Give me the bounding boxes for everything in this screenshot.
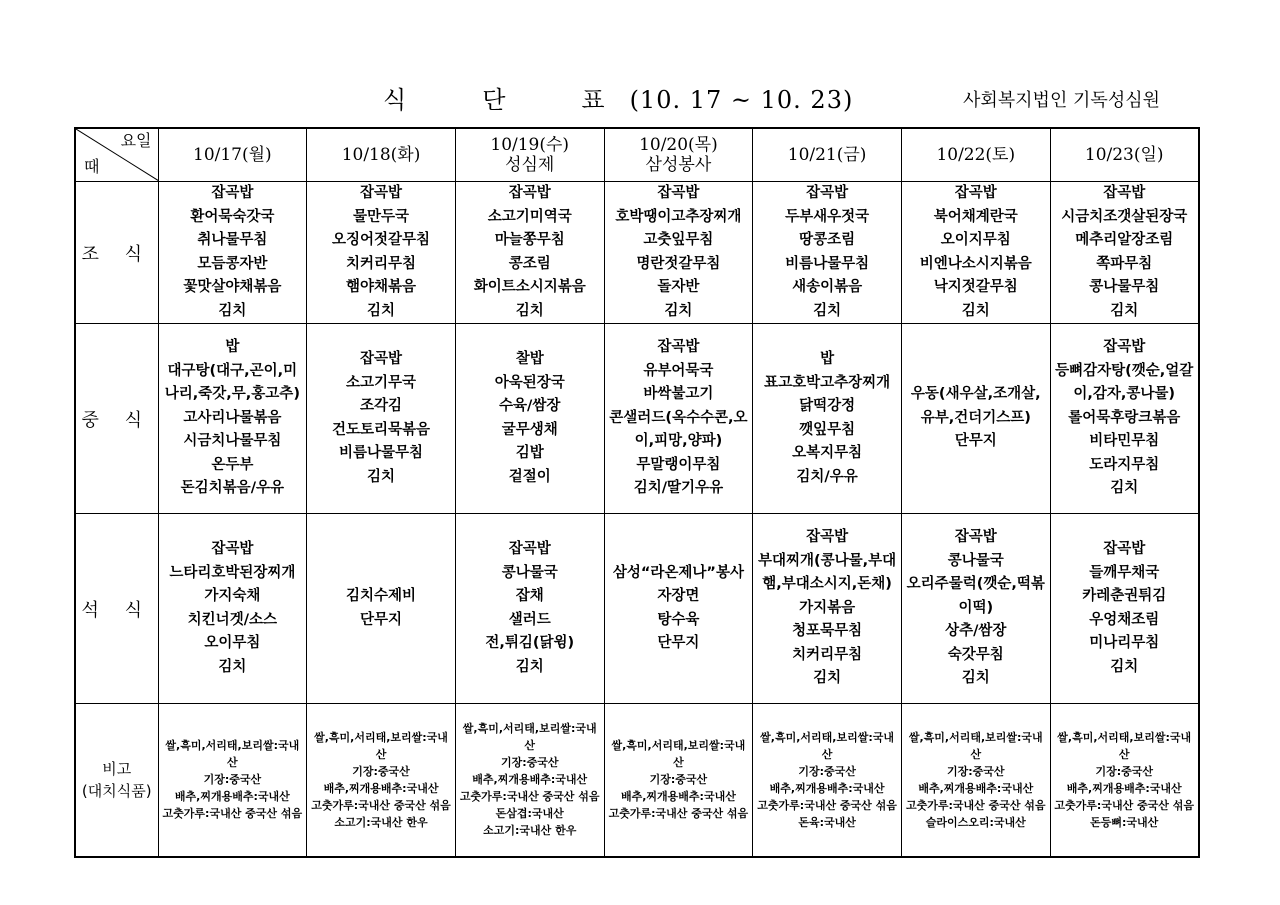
- menu-item: 김치: [664, 302, 693, 319]
- menu-item: 대구탕(대구,곤이,미나리,죽갓,무,홍고추): [164, 362, 300, 403]
- menu-item: 잡곡밥: [360, 351, 403, 367]
- origin-list: [456, 720, 604, 839]
- menu-item: 등뼈감자탕(깻순,얼갈이,감자,콩나물): [1055, 362, 1194, 403]
- origin-list: [159, 737, 307, 822]
- menu-item: 콩나물국: [947, 552, 1004, 569]
- notes-cell: [753, 704, 902, 857]
- menu-item: 김치/우유: [796, 468, 858, 485]
- menu-item: 미나리무침: [1089, 635, 1160, 651]
- menu-item: 잡곡밥: [1103, 185, 1146, 201]
- origin-item: 고춧가루:국내산 중국산 섞음: [608, 807, 749, 821]
- day-header: [307, 128, 456, 182]
- origin-list: [753, 729, 901, 831]
- corner-cell: [75, 128, 158, 182]
- lunch-row: [75, 324, 1199, 514]
- menu-item: 단무지: [360, 611, 403, 628]
- lunch-cell: [1050, 324, 1199, 514]
- menu-item: 비타민무침: [1089, 433, 1160, 450]
- day-event: 삼성봉사: [645, 155, 712, 175]
- menu-item: 치커리무침: [792, 646, 863, 663]
- origin-item: 기장:중국산: [500, 756, 559, 770]
- menu-item: 치킨너겟/소스: [187, 611, 278, 628]
- menu-item: 마늘쫑무침: [494, 232, 565, 248]
- menu-item: 무말랭이무침: [636, 456, 721, 473]
- origin-item: 배추,찌개용배추:국내산: [769, 781, 885, 795]
- menu-item: 잡곡밥: [954, 185, 997, 201]
- menu-item: 김치: [961, 670, 990, 687]
- notes-cell: [1050, 704, 1199, 857]
- lunch-label: 중 식: [75, 324, 158, 514]
- menu-item: 잡곡밥: [806, 185, 849, 201]
- menu-item: 땅콩조림: [799, 232, 856, 248]
- menu-item: 김치: [218, 658, 247, 675]
- origin-item: 고춧가루:국내산 중국산 섞음: [311, 798, 451, 812]
- menu-item: 찰밥: [515, 351, 544, 367]
- menu-item: 느타리호박된장찌개: [169, 564, 296, 581]
- menu-item: 콘샐러드(옥수수콘,오이,피망,양파): [609, 409, 748, 450]
- menu-item: 김치: [218, 302, 247, 319]
- menu-list: [307, 348, 455, 489]
- menu-item: 잡곡밥: [508, 541, 551, 557]
- menu-item: 단무지: [954, 433, 997, 450]
- menu-item: 호박땡이고추장찌개: [615, 208, 742, 225]
- menu-item: 모듬콩자반: [197, 255, 268, 272]
- origin-item: 쌀,흑미,서리태,보리쌀:국내산: [908, 730, 1043, 761]
- origin-item: 돈삼겹:국내산: [495, 807, 564, 821]
- menu-item: 콩나물국: [501, 564, 558, 581]
- breakfast-cell: [753, 182, 902, 324]
- day-date: 10/18(화): [341, 145, 421, 165]
- menu-list: [605, 182, 753, 323]
- origin-item: 쌀,흑미,서리태,보리쌀:국내산: [165, 739, 300, 770]
- lunch-cell: [753, 324, 902, 514]
- menu-item: 잡곡밥: [954, 529, 997, 546]
- menu-item: 새송이볶음: [792, 279, 863, 295]
- menu-item: 비엔나소시지볶음: [919, 255, 1032, 272]
- origin-item: 배추,찌개용배추:국내산: [918, 781, 1034, 795]
- breakfast-cell: [604, 182, 753, 324]
- menu-item: 단무지: [657, 635, 700, 651]
- menu-list: [456, 348, 604, 489]
- menu-list: [159, 182, 307, 323]
- day-header: [604, 128, 753, 182]
- menu-item: 시금치조갯살된장국: [1061, 208, 1188, 225]
- notes-cell: [604, 704, 753, 857]
- origin-item: 소고기:국내산 한우: [483, 824, 577, 838]
- day-header: [158, 128, 307, 182]
- menu-item: 소고기무국: [346, 374, 417, 391]
- meal-table: [74, 127, 1200, 858]
- menu-list: [753, 182, 901, 323]
- menu-item: 오이지무침: [940, 232, 1011, 248]
- dinner-cell: [901, 514, 1050, 704]
- day-date: 10/23(일): [1084, 145, 1164, 165]
- menu-item: 수육/쌈장: [499, 398, 561, 414]
- menu-item: 김치: [1110, 480, 1139, 497]
- menu-list: [159, 538, 307, 679]
- title-char: 표: [581, 86, 606, 114]
- dinner-row: [75, 514, 1199, 704]
- menu-item: 잡곡밥: [1103, 339, 1146, 356]
- menu-item: 탕수육: [657, 611, 700, 628]
- day-header: [1050, 128, 1199, 182]
- origin-item: 쌀,흑미,서리태,보리쌀:국내산: [760, 730, 894, 761]
- dinner-cell: [753, 514, 902, 704]
- menu-item: 김치/딸기우유: [633, 480, 724, 497]
- origin-item: 고춧가루:국내산 중국산 섞음: [757, 798, 897, 812]
- menu-item: 롤어묵후랑크볶음: [1068, 409, 1181, 426]
- menu-item: 전,튀김(닭윙): [485, 635, 575, 651]
- origin-item: 기장:중국산: [649, 773, 708, 787]
- menu-list: [1051, 538, 1198, 679]
- menu-list: [1051, 182, 1198, 323]
- day-date: 10/21(금): [787, 145, 867, 165]
- lunch-cell: [604, 324, 753, 514]
- menu-item: 밥: [225, 339, 240, 356]
- menu-item: 취나물무침: [197, 232, 268, 248]
- origin-item: 고춧가루:국내산 중국산 섞음: [1054, 798, 1194, 812]
- menu-item: 닭떡강정: [799, 398, 856, 414]
- menu-item: 밥: [820, 351, 835, 367]
- menu-item: 김치: [813, 670, 842, 687]
- menu-item: 비름나물무침: [785, 255, 870, 272]
- breakfast-row: [75, 182, 1199, 324]
- origin-item: 돈육:국내산: [798, 815, 856, 829]
- origin-item: 배추,찌개용배추:국내산: [174, 790, 290, 804]
- menu-item: 자장면: [657, 588, 700, 604]
- menu-item: 명란젓갈무침: [636, 255, 721, 272]
- menu-item: 삼성“라온제나”봉사: [612, 564, 744, 581]
- menu-item: 돌자반: [657, 279, 700, 295]
- menu-item: 김치: [961, 302, 990, 319]
- day-date: 10/17(월): [193, 145, 272, 165]
- menu-list: [456, 538, 604, 679]
- menu-item: 겉절이: [508, 468, 551, 485]
- menu-item: 김치: [1110, 658, 1139, 675]
- menu-item: 청포묵무침: [792, 623, 863, 640]
- menu-list: [456, 182, 604, 323]
- breakfast-cell: [1050, 182, 1199, 324]
- origin-list: [902, 729, 1050, 831]
- menu-item: 시금치나물무침: [183, 433, 282, 450]
- menu-item: 상추/쌈장: [945, 623, 1007, 640]
- origin-item: 배추,찌개용배추:국내산: [620, 790, 736, 804]
- menu-item: 아욱된장국: [494, 374, 565, 391]
- origin-item: 기장:중국산: [352, 764, 410, 778]
- menu-item: 우동(새우살,조개살,유부,건더기스프): [910, 386, 1041, 426]
- menu-item: 카레춘권튀김: [1082, 588, 1167, 604]
- title-char: 식: [383, 86, 408, 114]
- lunch-cell: [307, 324, 456, 514]
- breakfast-cell: [901, 182, 1050, 324]
- dinner-label: 석 식: [75, 514, 158, 704]
- origin-item: 쌀,흑미,서리태,보리쌀:국내산: [314, 730, 448, 761]
- menu-item: 두부새우젓국: [785, 208, 870, 225]
- menu-item: 환어묵숙갓국: [190, 208, 275, 225]
- corner-meal-label: 때: [84, 157, 100, 176]
- menu-item: 굴무생채: [501, 421, 558, 438]
- menu-list: [902, 383, 1050, 454]
- menu-item: 낙지젓갈무침: [933, 279, 1018, 295]
- menu-item: 김치: [515, 658, 544, 675]
- header-row: [75, 128, 1199, 182]
- notes-label-line2: (대치식품): [81, 781, 152, 800]
- origin-item: 기장:중국산: [947, 764, 1005, 778]
- breakfast-cell: [158, 182, 307, 324]
- lunch-cell: [901, 324, 1050, 514]
- origin-item: 쌀,흑미,서리태,보리쌀:국내산: [1057, 730, 1192, 761]
- lunch-cell: [455, 324, 604, 514]
- menu-item: 김치: [367, 468, 396, 485]
- menu-list: [902, 526, 1050, 691]
- menu-item: 꽃맛살야채볶음: [183, 279, 282, 295]
- menu-item: 고춧잎무침: [643, 232, 714, 248]
- menu-list: [159, 336, 307, 501]
- menu-item: 김치: [367, 302, 396, 319]
- menu-item: 치커리무침: [346, 255, 417, 272]
- menu-list: [605, 336, 753, 501]
- menu-item: 조각김: [360, 398, 403, 414]
- menu-item: 가지숙채: [204, 588, 261, 604]
- menu-item: 바싹불고기: [643, 386, 714, 403]
- menu-item: 잡채: [515, 588, 544, 604]
- notes-label-line1: 비고: [102, 759, 132, 778]
- menu-item: 잡곡밥: [360, 185, 403, 201]
- origin-list: [1051, 729, 1198, 831]
- origin-item: 배추,찌개용배추:국내산: [323, 781, 439, 795]
- origin-item: 기장:중국산: [1095, 764, 1153, 778]
- day-header: [901, 128, 1050, 182]
- menu-item: 메추리알장조림: [1075, 232, 1174, 248]
- menu-item: 북어채계란국: [933, 208, 1018, 225]
- menu-item: 온두부: [211, 456, 254, 473]
- menu-list: [753, 526, 901, 691]
- origin-item: 쌀,흑미,서리태,보리쌀:국내산: [462, 722, 597, 753]
- menu-item: 오복지무침: [792, 445, 863, 461]
- notes-row: [75, 704, 1199, 857]
- menu-item: 오이무침: [204, 635, 261, 651]
- menu-item: 샐러드: [508, 611, 551, 628]
- menu-item: 잡곡밥: [1103, 541, 1146, 557]
- origin-list: [605, 737, 753, 822]
- menu-list: [1051, 336, 1198, 501]
- menu-item: 콩조림: [508, 255, 551, 272]
- day-date: 10/22(토): [936, 145, 1016, 165]
- menu-item: 화이트소시지볶음: [473, 279, 586, 295]
- lunch-cell: [158, 324, 307, 514]
- menu-item: 비름나물무침: [339, 445, 424, 461]
- menu-item: 잡곡밥: [211, 185, 254, 201]
- menu-item: 부대찌개(콩나물,부대햄,부대소시지,돈채): [757, 552, 897, 593]
- corner-day-label: 요일: [120, 131, 152, 150]
- title-date-range: (10. 17 ~ 10. 23): [629, 86, 854, 114]
- origin-item: 기장:중국산: [798, 764, 856, 778]
- menu-list: [753, 348, 901, 489]
- origin-item: 슬라이스오리:국내산: [925, 815, 1026, 829]
- menu-list: [902, 182, 1050, 323]
- day-header: [455, 128, 604, 182]
- origin-item: 고춧가루:국내산 중국산 섞음: [905, 798, 1046, 812]
- menu-item: 돈김치볶음/우유: [180, 480, 285, 497]
- menu-item: 잡곡밥: [657, 185, 700, 201]
- menu-item: 유부어묵국: [643, 362, 714, 379]
- menu-item: 잡곡밥: [211, 541, 254, 557]
- notes-cell: [901, 704, 1050, 857]
- title-char: 단: [482, 86, 507, 114]
- menu-item: 콩나물무침: [1089, 279, 1160, 295]
- menu-item: 쪽파무침: [1096, 255, 1153, 272]
- menu-item: 숙갓무침: [947, 646, 1004, 663]
- menu-item: 김치: [1110, 302, 1139, 319]
- origin-item: 배추,찌개용배추:국내산: [472, 773, 588, 787]
- dinner-cell: [1050, 514, 1199, 704]
- menu-list: [307, 182, 455, 323]
- origin-item: 고춧가루:국내산 중국산 섞음: [459, 790, 600, 804]
- menu-item: 김치: [515, 302, 544, 319]
- dinner-cell: [455, 514, 604, 704]
- notes-cell: [158, 704, 307, 857]
- menu-item: 건도토리묵볶음: [332, 421, 431, 438]
- menu-item: 들깨무채국: [1089, 564, 1160, 581]
- origin-item: 돈등뼈:국내산: [1090, 815, 1159, 829]
- dinner-cell: [158, 514, 307, 704]
- menu-item: 오징어젓갈무침: [332, 232, 431, 248]
- menu-item: 잡곡밥: [657, 339, 700, 356]
- breakfast-cell: [455, 182, 604, 324]
- origin-item: 쌀,흑미,서리태,보리쌀:국내산: [611, 739, 746, 770]
- menu-item: 김치: [813, 302, 842, 319]
- origin-item: 기장:중국산: [203, 773, 262, 787]
- organization-name: 사회복지법인 기독성심원: [963, 90, 1160, 111]
- menu-item: 고사리나물볶음: [183, 409, 282, 426]
- menu-item: 도라지무침: [1089, 456, 1160, 473]
- day-event: 성심제: [505, 155, 555, 175]
- breakfast-cell: [307, 182, 456, 324]
- notes-cell: [307, 704, 456, 857]
- notes-label: [75, 704, 158, 857]
- menu-item: 가지볶음: [799, 599, 856, 616]
- day-date: 10/19(수): [490, 135, 570, 155]
- menu-item: 잡곡밥: [508, 185, 551, 201]
- menu-item: 오리주물럭(깻순,떡볶이떡): [906, 576, 1045, 616]
- menu-list: [307, 585, 455, 632]
- origin-list: [307, 729, 455, 831]
- dinner-cell: [307, 514, 456, 704]
- menu-item: 물만두국: [353, 208, 410, 225]
- dinner-cell: [604, 514, 753, 704]
- origin-item: 소고기:국내산 한우: [334, 815, 428, 829]
- page-title: [383, 80, 853, 115]
- day-date: 10/20(목): [639, 135, 718, 155]
- menu-item: 햄야채볶음: [346, 279, 417, 295]
- menu-item: 우엉채조림: [1089, 611, 1160, 628]
- breakfast-label: 조 식: [75, 182, 158, 324]
- menu-item: 김밥: [515, 445, 544, 461]
- menu-item: 김치수제비: [346, 588, 417, 604]
- menu-item: 표고호박고추장찌개: [764, 374, 891, 391]
- day-header: [753, 128, 902, 182]
- notes-cell: [455, 704, 604, 857]
- menu-item: 깻잎무침: [799, 421, 856, 438]
- menu-item: 잡곡밥: [806, 529, 849, 546]
- origin-item: 배추,찌개용배추:국내산: [1066, 781, 1182, 795]
- menu-item: 소고기미역국: [487, 208, 572, 225]
- origin-item: 고춧가루:국내산 중국산 섞음: [162, 807, 303, 821]
- menu-list: [605, 562, 753, 656]
